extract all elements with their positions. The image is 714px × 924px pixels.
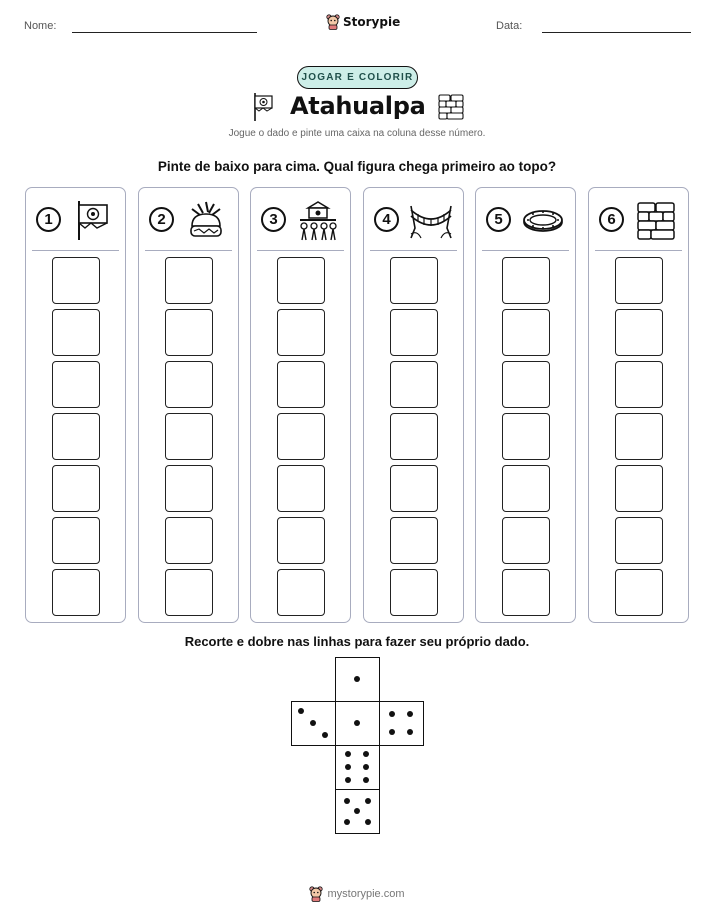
color-box[interactable] [502, 465, 550, 512]
color-box[interactable] [615, 413, 663, 460]
die-pip [407, 711, 413, 717]
die-pip [363, 764, 369, 770]
color-box[interactable] [390, 257, 438, 304]
instruction: Pinte de baixo para cima. Qual figura chega primeiro ao topo? [157, 159, 557, 174]
color-box[interactable] [390, 413, 438, 460]
column-number: 2 [149, 207, 174, 232]
ring-icon [521, 198, 565, 242]
color-box[interactable] [615, 361, 663, 408]
color-box[interactable] [390, 465, 438, 512]
die-pip [345, 764, 351, 770]
column-number: 3 [261, 207, 286, 232]
footer-url[interactable]: mystorypie.com [327, 888, 405, 900]
die-pip [345, 777, 351, 783]
die-pip [322, 732, 328, 738]
flag-icon [71, 198, 115, 242]
stone-wall-icon [438, 94, 464, 120]
brand-logo [326, 14, 400, 30]
color-box[interactable] [165, 309, 213, 356]
die-pip [344, 798, 350, 804]
color-box[interactable] [277, 517, 325, 564]
color-box[interactable] [502, 517, 550, 564]
footer [0, 886, 714, 902]
color-box[interactable] [615, 517, 663, 564]
color-box[interactable] [277, 569, 325, 616]
color-box[interactable] [502, 569, 550, 616]
color-box[interactable] [277, 309, 325, 356]
die-pip [365, 798, 371, 804]
die-face-4 [379, 701, 424, 746]
column-divider [257, 250, 344, 251]
page-title: Atahualpa [290, 92, 426, 120]
column-header [251, 188, 350, 250]
color-box[interactable] [52, 517, 100, 564]
column-2 [138, 187, 239, 623]
flag-icon [252, 92, 274, 122]
die-pip [363, 777, 369, 783]
color-box[interactable] [277, 257, 325, 304]
color-box[interactable] [277, 413, 325, 460]
color-box[interactable] [390, 309, 438, 356]
die-pip [310, 720, 316, 726]
color-box[interactable] [615, 309, 663, 356]
column-number: 6 [599, 207, 624, 232]
color-box[interactable] [615, 257, 663, 304]
die-pip [345, 751, 351, 757]
column-header [589, 188, 688, 250]
activity-badge: JOGAR E COLORIR [297, 66, 418, 89]
color-box[interactable] [277, 361, 325, 408]
color-box[interactable] [165, 465, 213, 512]
die-pip [344, 819, 350, 825]
name-line[interactable] [72, 32, 257, 33]
color-box[interactable] [165, 569, 213, 616]
color-box[interactable] [277, 465, 325, 512]
column-number: 1 [36, 207, 61, 232]
color-box[interactable] [52, 413, 100, 460]
column-header [139, 188, 238, 250]
column-header [364, 188, 463, 250]
column-divider [370, 250, 457, 251]
name-label: Nome: [24, 20, 57, 32]
die-instruction: Recorte e dobre nas linhas para fazer seu próprio dado. [184, 634, 530, 649]
procession-icon [296, 198, 340, 242]
color-box[interactable] [615, 569, 663, 616]
color-box[interactable] [165, 517, 213, 564]
die-face-1 [335, 657, 380, 702]
column-divider [145, 250, 232, 251]
bear-logo-icon [326, 14, 340, 30]
color-box[interactable] [165, 413, 213, 460]
headdress-icon [184, 198, 228, 242]
die-pip [365, 819, 371, 825]
color-box[interactable] [52, 569, 100, 616]
column-divider [595, 250, 682, 251]
color-box[interactable] [390, 569, 438, 616]
color-box[interactable] [502, 413, 550, 460]
column-number: 4 [374, 207, 399, 232]
column-5 [475, 187, 576, 623]
die-pip [389, 729, 395, 735]
color-box[interactable] [165, 361, 213, 408]
color-box[interactable] [52, 257, 100, 304]
die-face-1 [335, 701, 380, 746]
color-box[interactable] [52, 309, 100, 356]
color-box[interactable] [165, 257, 213, 304]
column-1 [25, 187, 126, 623]
color-box[interactable] [615, 465, 663, 512]
column-4 [363, 187, 464, 623]
subtitle: Jogue o dado e pinte uma caixa na coluna desse número. [228, 128, 486, 139]
stone-wall-icon [634, 198, 678, 242]
column-number: 5 [486, 207, 511, 232]
die-face-5 [335, 789, 380, 834]
rope-bridge-icon [409, 198, 453, 242]
color-box[interactable] [390, 361, 438, 408]
color-box[interactable] [502, 361, 550, 408]
column-6 [588, 187, 689, 623]
color-box[interactable] [52, 361, 100, 408]
die-pip [354, 808, 360, 814]
color-box[interactable] [502, 309, 550, 356]
die-pip [389, 711, 395, 717]
die-pip [407, 729, 413, 735]
die-pip [354, 676, 360, 682]
color-box[interactable] [502, 257, 550, 304]
date-label: Data: [496, 20, 523, 32]
color-box[interactable] [52, 465, 100, 512]
column-divider [482, 250, 569, 251]
column-3 [250, 187, 351, 623]
bear-logo-icon [309, 886, 323, 902]
die-pip [354, 720, 360, 726]
column-divider [32, 250, 119, 251]
brand-name: Storypie [343, 15, 401, 29]
column-header [26, 188, 125, 250]
column-header [476, 188, 575, 250]
date-line[interactable] [542, 32, 691, 33]
die-pip [298, 708, 304, 714]
die-face-6 [335, 745, 380, 790]
die-face-3 [291, 701, 336, 746]
color-box[interactable] [390, 517, 438, 564]
die-pip [363, 751, 369, 757]
